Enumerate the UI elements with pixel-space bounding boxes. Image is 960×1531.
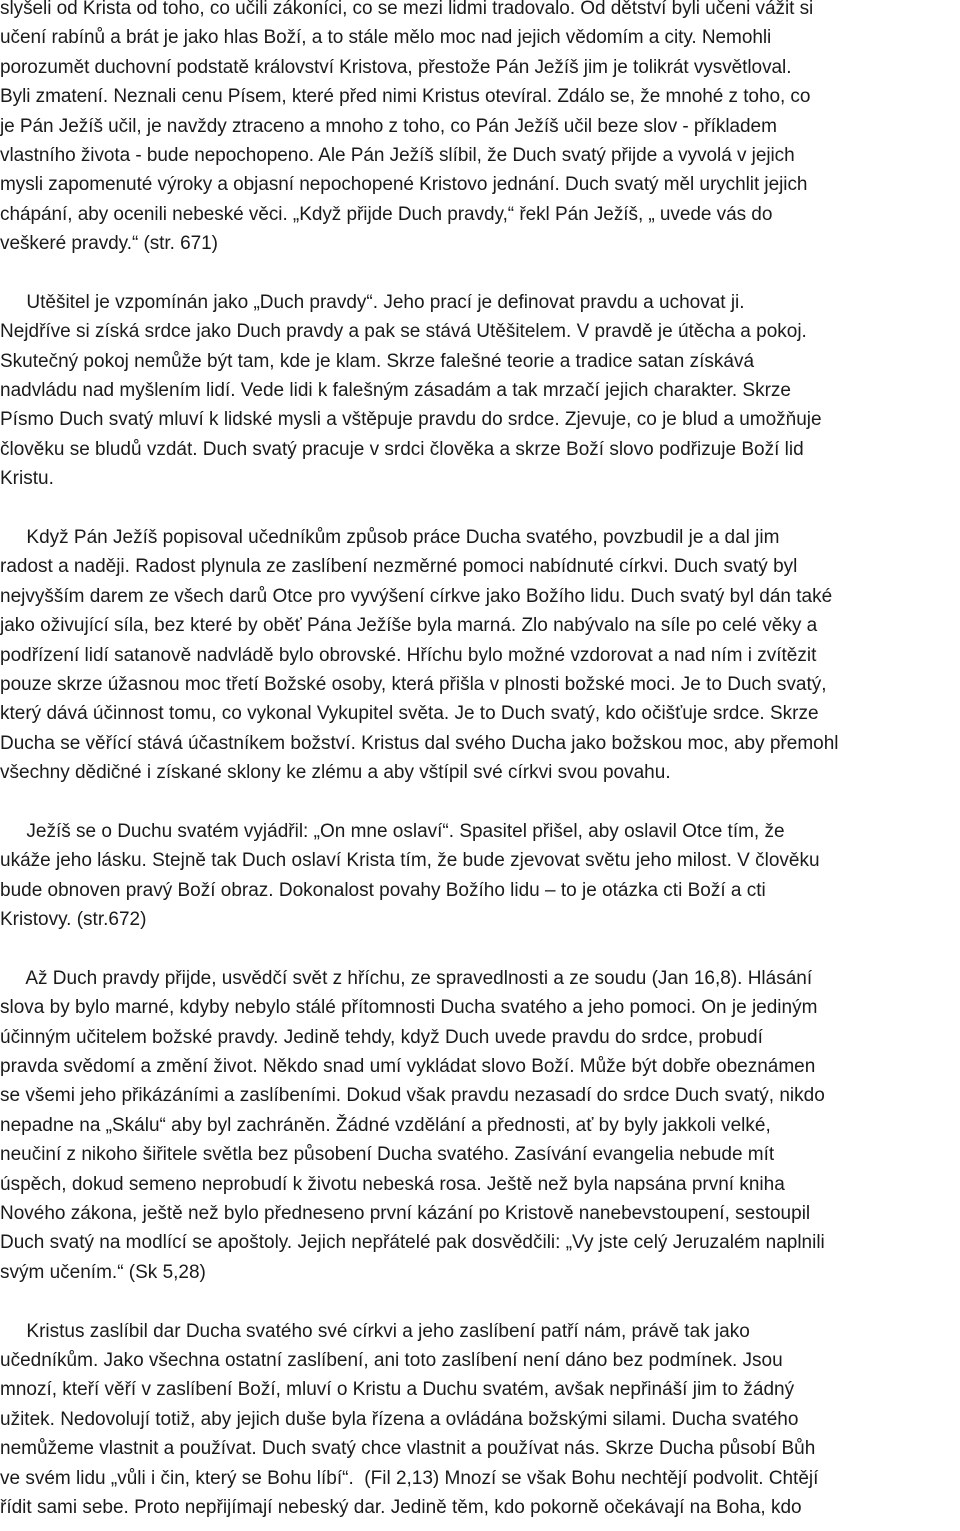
text-line: Písmo Duch svatý mluví k lidské mysli a vštěpuje pravdu do srdce. Zjevuje, co je blud a umožňuje [0, 409, 822, 431]
text-line: podřízení lidí satanově nadvládě bylo obrovské. Hříchu bylo možné vzdorovat a nad ním i zvítězit [0, 644, 817, 666]
text-line: účinným učitelem božské pravdy. Jedině tehdy, když Duch uvede pravdu do srdce, probudí [0, 1026, 763, 1048]
text-line: porozumět duchovní podstatě království Kristova, přestože Pán Ježíš jim je tolikrát vysvětloval. [0, 56, 792, 78]
text-line: radost a naději. Radost plynula ze zaslíbení nezměrné pomoci nabídnuté církvi. Duch svatý byl [0, 556, 798, 578]
text-line: Byli zmatení. Neznali cenu Písem, které před nimi Kristus otevíral. Zdálo se, že mnohé z toho, co [0, 86, 811, 108]
text-line: Kristu. [0, 468, 54, 490]
text-line: Kristovy. (str.672) [0, 909, 147, 931]
text-line: neučiní z nikoho šiřitele světla bez působení Ducha svatého. Zasívání evangelia nebude mít [0, 1144, 775, 1166]
text-line: veškeré pravdy.“ (str. 671) [0, 233, 218, 255]
text-line: slova by bylo marné, kdyby nebylo stálé přítomnosti Ducha svatého a jeho pomoci. On je jediným [0, 997, 818, 1019]
paragraph-6 [0, 1317, 960, 1523]
text-line: nemůžeme vlastnit a používat. Duch svatý chce vlastnit a používat nás. Skrze Ducha působí Bůh [0, 1438, 816, 1460]
text-line: Kristus zaslíbil dar Ducha svatého své církvi a jeho zaslíbení patří nám, právě tak jako [0, 1320, 750, 1342]
text-line: nejvyšším darem ze všech darů Otce pro vyvýšení církve jako Božího lidu. Duch svatý byl dán také [0, 585, 833, 607]
text-line: ukáže jeho lásku. Stejně tak Duch oslaví Krista tím, že bude zjevovat světu jeho milost. V člověku [0, 850, 820, 872]
paragraph-gap [0, 1287, 960, 1316]
text-line: Ducha se věřící stává účastníkem božství. Kristus dal svého Ducha jako božskou moc, aby přemohl [0, 732, 839, 754]
text-line: všechny dědičné i získané sklony ke zlému a aby vštípil své církvi svou povahu. [0, 762, 671, 784]
text-line: Až Duch pravdy přijde, usvědčí svět z hříchu, ze spravedlnosti a ze soudu (Jan 16,8). Hlásání [0, 967, 813, 989]
text-line: pouze skrze úžasnou moc třetí Božské osoby, která přišla v plnosti božské moci. Je to Duch svatý, [0, 673, 827, 695]
text-line: Nového zákona, ještě než bylo předneseno první kázání po Kristově nanebevstoupení, sestoupil [0, 1203, 811, 1225]
text-line: užitek. Nedovolují totiž, aby jejich duše byla řízena a ovládána božskými silami. Ducha svatého [0, 1408, 799, 1430]
paragraph-4 [0, 817, 960, 935]
text-line: člověku se bludů vzdát. Duch svatý pracuje v srdci člověka a skrze Boží slovo podřizuje Boží lid [0, 438, 804, 460]
text-line: mnozí, kteří věří v zaslíbení Boží, mluví o Kristu a Duchu svatém, avšak nepřináší jim to žádný [0, 1379, 795, 1401]
text-line: mysli zapomenuté výroky a objasní nepochopené Kristovo jednání. Duch svatý měl urychlit jejich [0, 174, 808, 196]
text-line: učedníkům. Jako všechna ostatní zaslíbení, ani toto zaslíbení není dáno bez podmínek. Jsou [0, 1349, 783, 1371]
text-line: Skutečný pokoj nemůže být tam, kde je klam. Skrze falešné teorie a tradice satan získává [0, 350, 755, 372]
paragraph-gap [0, 935, 960, 964]
paragraph-2 [0, 288, 960, 494]
text-line: Ježíš se o Duchu svatém vyjádřil: „On mne oslaví“. Spasitel přišel, aby oslavil Otce tím, že [0, 820, 785, 842]
text-line: jako oživující síla, bez které by oběť Pána Ježíše byla marná. Zlo nabývalo na síle po celé věky a [0, 615, 818, 637]
text-line: úspěch, dokud semeno neprobudí k životu nebeská rosa. Ještě než byla napsána první kniha [0, 1173, 785, 1195]
paragraph-1 [0, 0, 960, 259]
text-line: Když Pán Ježíš popisoval učedníkům způsob práce Ducha svatého, povzbudil je a dal jim [0, 527, 780, 549]
paragraph-gap [0, 494, 960, 523]
text-line: je Pán Ježíš učil, je navždy ztraceno a mnoho z toho, co Pán Ježíš učil beze slov - příkladem [0, 115, 777, 137]
text-line: Utěšitel je vzpomínán jako „Duch pravdy“. Jeho prací je definovat pravdu a uchovat ji. [0, 291, 745, 313]
paragraph-gap [0, 788, 960, 817]
text-line: slyšeli od Krista od toho, co učili zákoníci, co se mezi lidmi tradovalo. Od dětství byli učeni vážit si [0, 0, 814, 19]
text-line: bude obnoven pravý Boží obraz. Dokonalost povahy Božího lidu – to je otázka cti Boží a cti [0, 879, 766, 901]
text-line: Duch svatý na modlící se apoštoly. Jejich nepřátelé pak dosvědčili: „Vy jste celý Jeruzalém naplnili [0, 1232, 825, 1254]
text-line: chápání, aby ocenili nebeské věci. „Když přijde Duch pravdy,“ řekl Pán Ježíš, „ uvede vás do [0, 203, 773, 225]
text-line: pravda svědomí a změní život. Někdo snad umí vykládat slovo Boží. Může být dobře obeznámen [0, 1056, 816, 1078]
text-line: nadvládu nad myšlením lidí. Vede lidi k falešným zásadám a tak mrzačí jejich charakter. Skrze [0, 380, 791, 402]
text-line: se všemi jeho přikázáními a zaslíbeními. Dokud však pravdu nezasadí do srdce Duch svatý, nikdo [0, 1085, 825, 1107]
text-line: nepadne na „Skálu“ aby byl zachráněn. Žádné vzdělání a přednosti, ať by byly jakkoli velké, [0, 1114, 771, 1136]
paragraph-3 [0, 523, 960, 788]
paragraph-gap [0, 259, 960, 288]
text-line: svým učením.“ (Sk 5,28) [0, 1261, 206, 1283]
text-line: ve svém lidu „vůli i čin, který se Bohu líbí“. (Fil 2,13) Mnozí se však Bohu nechtějí podvolit. Chtějí [0, 1467, 819, 1489]
text-line: učení rabínů a brát je jako hlas Boží, a to stále mělo moc nad jejich vědomím a city. Nemohli [0, 27, 772, 49]
text-line: který dává účinnost tomu, co vykonal Vykupitel světa. Je to Duch svatý, kdo očišťuje srdce. Skrze [0, 703, 819, 725]
text-line: řídit sami sebe. Proto nepřijímají nebeský dar. Jedině těm, kdo pokorně očekávají na Boha, kdo [0, 1496, 802, 1518]
text-line: vlastního života - bude nepochopeno. Ale Pán Ježíš slíbil, že Duch svatý přijde a vyvolá v jejich [0, 144, 795, 166]
paragraph-5 [0, 964, 960, 1287]
text-line: Nejdříve si získá srdce jako Duch pravdy a pak se stává Utěšitelem. V pravdě je útěcha a pokoj. [0, 321, 807, 343]
